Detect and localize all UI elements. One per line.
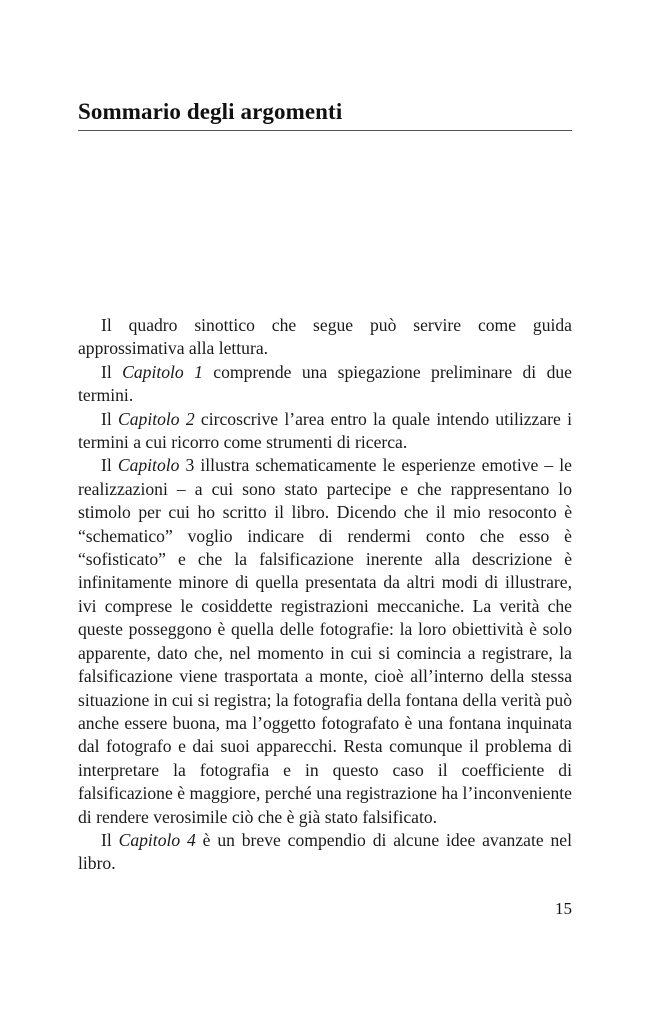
- paragraph-text: Il: [101, 455, 118, 476]
- chapter-reference: Capitolo 1: [122, 361, 203, 382]
- page-number: 15: [555, 899, 572, 918]
- paragraph-text: Il: [101, 829, 119, 850]
- chapter-reference: Capitolo 4: [118, 829, 196, 850]
- chapter-reference: Capitolo 2: [118, 408, 195, 429]
- paragraph-chapter-1: [78, 361, 572, 408]
- paragraph-chapter-3: [78, 454, 572, 829]
- paragraph-text: è un breve compendio di alcune idee avanzate nel libro.: [78, 829, 572, 874]
- paragraph-text: Il: [101, 361, 123, 382]
- heading-divider: [78, 130, 572, 131]
- page-title: Sommario degli argomenti: [78, 99, 343, 124]
- paragraph-chapter-4: [78, 829, 572, 876]
- paragraph-text: Il: [101, 408, 119, 429]
- paragraph-text: 3 illustra schematicamente le esperienze emotive – le realizzazioni – a cui sono stato partecipe e che rappresentano lo stimolo per cui ho scritto il libro. Dicendo che il mio resoconto è “schematico” voglio indicare di rendermi conto che esso è “sofisticato” e che la falsificazione inerente alla descrizione è infinitamente minore di quella presentata da altri modi di illustrare, ivi comprese le cosiddette registrazioni meccaniche. La verità che queste posseggono è quella delle fotografie: la loro obiettività è solo apparente, dato che, nel momento in cui si comincia a registrare, la falsificazione viene trasportata a monte, cioè all’interno della stessa situazione in cui si registra; la fotografia della fontana della verità può anche essere buona, ma l’oggetto fotografato è una fontana inquinata dal fotografo e dai suoi apparecchi. Resta comunque il problema di interpretare la fotografia e in questo caso il coefficiente di falsificazione è maggiore, perché una registrazione ha l’inconveniente di rendere verosimile ciò che è già stato falsificato.: [78, 455, 572, 827]
- chapter-reference: Capitolo: [117, 455, 180, 476]
- body-text: [78, 314, 572, 876]
- paragraph-intro: [78, 314, 572, 361]
- paragraph-text: Il quadro sinottico che segue può servire come guida approssimativa alla lettura.: [78, 315, 572, 359]
- paragraph-text: circoscrive l’area entro la quale intendo utilizzare i termini a cui ricorro come strumenti di ricerca.: [78, 408, 572, 453]
- paragraph-chapter-2: [78, 408, 572, 455]
- paragraph-text: comprende una spiegazione preliminare di due termini.: [78, 361, 572, 406]
